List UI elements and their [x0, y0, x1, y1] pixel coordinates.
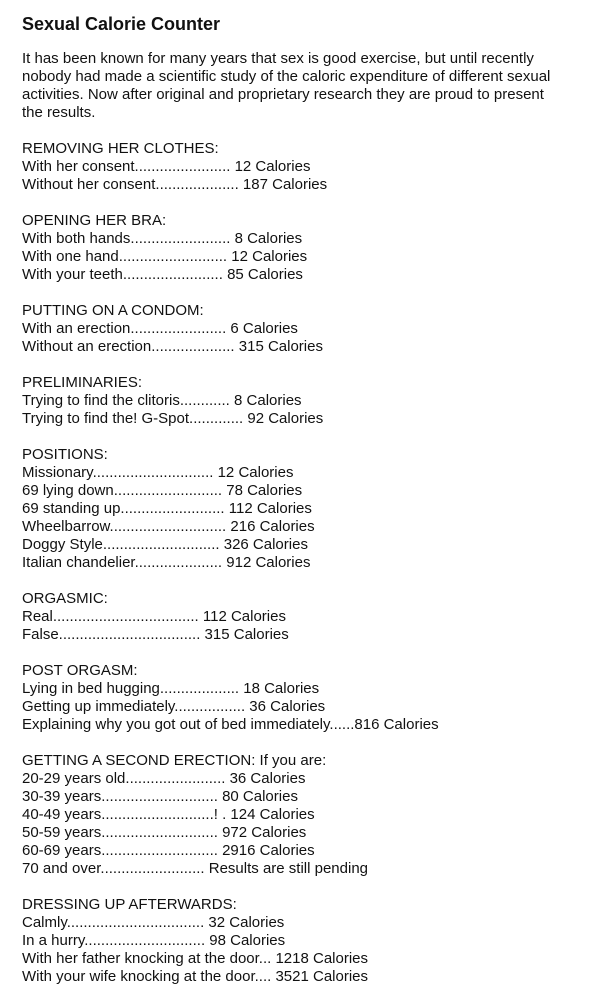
calorie-entry: 20-29 years old........................ 36 Calories	[22, 770, 306, 787]
calorie-entry: Without an erection.................... 315 Calories	[22, 338, 323, 355]
calorie-entry: With her consent....................... 12 Calories	[22, 158, 311, 175]
section-heading: OPENING HER BRA:	[22, 212, 167, 229]
calorie-entry: 50-59 years............................ 972 Calories	[22, 824, 307, 841]
section-heading: POSITIONS:	[22, 446, 108, 463]
section-positions	[22, 446, 580, 572]
section-post-orgasm	[22, 662, 580, 734]
calorie-entry: Lying in bed hugging................... 18 Calories	[22, 680, 320, 697]
calorie-entry: 69 standing up......................... 112 Calories	[22, 500, 312, 517]
section-heading: PRELIMINARIES:	[22, 374, 143, 391]
section-getting-a-second-erection	[22, 752, 580, 878]
calorie-entry: With both hands........................ 8 Calories	[22, 230, 303, 247]
section-heading: DRESSING UP AFTERWARDS:	[22, 896, 237, 913]
calorie-entry: Trying to find the! G-Spot............. 92 Calories	[22, 410, 324, 427]
section-heading: REMOVING HER CLOTHES:	[22, 140, 219, 157]
calorie-entry: 69 lying down.......................... 78 Calories	[22, 482, 303, 499]
calorie-entry: Explaining why you got out of bed immediately......816 Calories	[22, 716, 439, 733]
section-preliminaries	[22, 374, 580, 428]
calorie-entry: 70 and over......................... Results are still pending	[22, 860, 369, 877]
calorie-entry: 40-49 years...........................! . 124 Calories	[22, 806, 315, 823]
calorie-entry: With your wife knocking at the door.... 3521 Calories	[22, 968, 369, 985]
calorie-entry: Without her consent.................... 187 Calories	[22, 176, 328, 193]
calorie-entry: Italian chandelier..................... 912 Calories	[22, 554, 311, 571]
section-removing-her-clothes	[22, 140, 580, 194]
section-heading: GETTING A SECOND ERECTION: If you are:	[22, 752, 327, 769]
calorie-entry: 60-69 years............................ 2916 Calories	[22, 842, 315, 859]
page-title: Sexual Calorie Counter	[22, 14, 221, 34]
calorie-entry: Getting up immediately................. 36 Calories	[22, 698, 326, 715]
section-heading: ORGASMIC:	[22, 590, 108, 607]
calorie-entry: In a hurry............................. 98 Calories	[22, 932, 286, 949]
calorie-entry: With an erection....................... 6 Calories	[22, 320, 298, 337]
calorie-entry: Wheelbarrow............................ 216 Calories	[22, 518, 315, 535]
calorie-entry: Doggy Style............................ 326 Calories	[22, 536, 308, 553]
calorie-entry: Trying to find the clitoris............ 8 Calories	[22, 392, 302, 409]
section-opening-her-bra	[22, 212, 580, 284]
section-heading: POST ORGASM:	[22, 662, 138, 679]
section-heading: PUTTING ON A CONDOM:	[22, 302, 204, 319]
section-dressing-up-afterwards	[22, 896, 580, 986]
section-orgasmic	[22, 590, 580, 644]
intro-paragraph: It has been known for many years that sex is good exercise, but until recently nobody had made a scientific study of the caloric expenditure of different sexual activities. Now after original and proprietary research they are proud to present the results.	[22, 50, 551, 121]
calorie-entry: 30-39 years............................ 80 Calories	[22, 788, 298, 805]
section-putting-on-a-condom	[22, 302, 580, 356]
calorie-entry: With your teeth........................ 85 Calories	[22, 266, 303, 283]
calorie-entry: False.................................. 315 Calories	[22, 626, 289, 643]
calorie-entry: With one hand.......................... 12 Calories	[22, 248, 308, 265]
calorie-entry: Calmly................................. 32 Calories	[22, 914, 285, 931]
calorie-entry: Missionary............................. 12 Calories	[22, 464, 294, 481]
calorie-entry: With her father knocking at the door... 1218 Calories	[22, 950, 369, 967]
calorie-entry: Real................................... 112 Calories	[22, 608, 286, 625]
